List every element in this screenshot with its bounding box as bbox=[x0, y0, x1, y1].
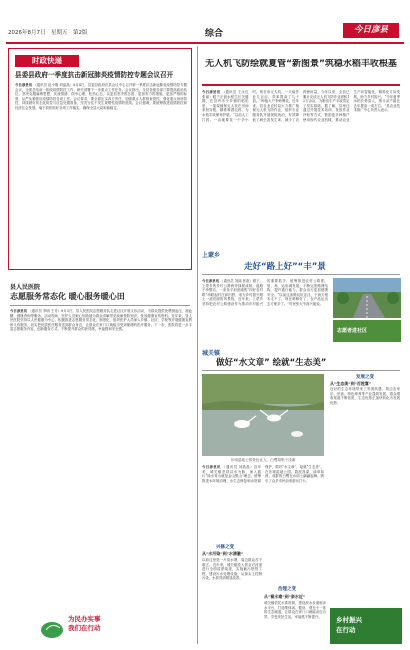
hospital-headline: 志愿服务常态化 暖心服务暖心田 bbox=[10, 292, 125, 301]
quick-news-body bbox=[15, 83, 187, 267]
header-rule bbox=[6, 42, 404, 44]
main-body bbox=[202, 90, 400, 232]
city-sub1-title: 兴修之变 bbox=[216, 545, 234, 550]
road-rule bbox=[202, 274, 400, 275]
wetland-photo bbox=[202, 374, 324, 456]
issue-date: 2026年8月7日 星期五 第2版 bbox=[8, 30, 88, 36]
volunteer-strip bbox=[333, 320, 401, 342]
city-sub2-body: 城关镇依托水系资源，建设滨水步道和亲水平台，打造集休闲、健身、观光于一体的生态廊道，让群众在家门口就能亲近自然、享受美好生活，幸福感不断提升。 bbox=[264, 601, 326, 619]
column-divider bbox=[197, 46, 198, 644]
road-text: （通讯员 刘丽 张欢）眼下，上蒙乡的乡村公路两旁绿树成荫，道路干净整洁，一条条平坦宽阔的“四好农村路”串联起村庄和田野，成为乡村振兴路上一道亮丽的风景线。近年来，上蒙乡坚持把农村公路建设作为推动乡村振兴的重要抓手，统筹推进农村公路建、管、养、运协调发展，不断完善路网结构，提升通行能力，群众出行更加便捷安全。“以前这条路坑坑洼洼，下雨天根本走不了，现在路修好了，农产品运出去方便多了。”村民张大爷高兴地说。 bbox=[202, 279, 328, 306]
city-right-column bbox=[330, 374, 400, 604]
hospital-section-title: 县人民医院 bbox=[10, 284, 41, 291]
quick-news-headline: 县委县政府一季度抗击新冠肺炎疫情防控专题会议召开 bbox=[15, 71, 174, 79]
city-sub2-title: 治理之变 bbox=[278, 587, 296, 592]
city-sub3-body: 良好的生态环境带来了发展机遇，周边农家乐、民宿、特色种养等产业蓬勃发展，群众增收渠道不断拓宽，生态优势正加快转化为发展优势。 bbox=[330, 387, 400, 405]
city-intro-text: （通讯员 刘晶晶）近年来，城关镇坚持以水为脉，深入践行“绿水青山就是金山银山”理念，统筹推进水环境治理、水生态修复和水资源保护，做好“水文章”，绘就“生态美”。在东城湿地公园，碧波荡漾，绿草如茵，成群的白鹭在水面上翩翩起舞，吸引了众多市民前来游玩打卡。 bbox=[202, 465, 324, 483]
hospital-text: （通讯员 李明 王芳）8月3日，县人民医院志愿服务队走进社区开展义诊活动，为群众提供免费测血压、测血糖、健康咨询等服务。活动现场，医护人员耐心细致地为群众讲解常见疾病预防知识，发放健康宣传资料。近年来，县人民医院坚持以人民健康为中心，积极推进志愿服务常态化、制度化，组织医护人员深入乡镇、社区、学校等开展健康宣教和义诊服务，切实把优质医疗服务送到群众身边，让群众在家门口就能享受到便捷的医疗服务。下一步，医院将进一步丰富志愿服务内容，创新服务方式，不断提升群众的获得感、幸福感和安全感。 bbox=[10, 309, 192, 332]
quick-news-byline: 今日彦县讯 bbox=[15, 83, 33, 87]
main-headline: 无人机飞防绘就夏管“新图景”筑稳水稻丰收根基 bbox=[205, 59, 397, 69]
quick-news-box bbox=[8, 48, 192, 270]
city-intro bbox=[202, 465, 324, 539]
city-sub1-line: 从“水污染”到“水清澈” bbox=[202, 551, 244, 556]
road-byline: 今日彦县讯 bbox=[202, 279, 219, 283]
promo-right-graphic bbox=[330, 608, 402, 644]
city-byline: 今日彦县讯 bbox=[202, 465, 221, 469]
main-text: （通讯员 王永红 张丽）眼下正值水稻生长关键期，在县内多个乡镇的稻田里，一架架植保无人机在田间来回穿梭，精准喷洒农药，为水稻丰收保驾护航。“以前人工打药，一亩地要花一个多小时，现在用无人机，一天能作业几百亩，效率提高了几十倍。”种植大户李师傅说。近年来，县农业农村局大力推广植保无人机飞防作业，组织专业服务队开展统防统治，有效降低了病虫害发生率，减少了农药使用量。今年以来，全县已累计完成无人机飞防作业面积12万余亩，为粮食丰产丰收奠定了坚实基础。据了解，县里还通过开展技术培训、发放作业补贴等方式，鼓励更多种植户使用现代农业机械，推动农业生产向智能化、精准化方向发展，助力乡村振兴。“今年夏季水稻长势喜人，预计亩产能比去年提高一成左右。”县农业技术推广中心负责人表示。 bbox=[202, 90, 400, 122]
road-body bbox=[202, 279, 328, 343]
road-photo bbox=[333, 278, 401, 318]
city-section-title: 城关镇 bbox=[202, 350, 221, 357]
city-rule bbox=[202, 370, 400, 371]
road-section-title: 上蒙乡 bbox=[202, 252, 221, 259]
promo-right-text: 乡村振兴 在行动 bbox=[336, 616, 362, 634]
main-headline-box bbox=[202, 56, 400, 82]
hospital-rule bbox=[10, 305, 190, 306]
main-byline: 今日彦县讯 bbox=[202, 90, 221, 94]
quick-news-text: （通讯员 赵小刚 刘晶晶）8月4日，县委县政府在县会议中心召开第一季度抗击新冠肺炎疫情防控专题会议，全面总结前一阶段疫情防控工作，研究部署下一步重点工作任务。会议指出，全县各级各部门要提高政治站位，坚决克服麻痹思想、厌战情绪、侥幸心理、松劲心态，以更加坚决的态度、更加有力的措施、更加严格的标准，从严从紧抓好疫情防控各项工作。会议要求，要全面压实四方责任，加强重点人群排查管控，强化重点场所防控，持续做好常态化防控与应急处置准备，坚决守住不发生规模性疫情的底线。会议强调，要统筹推进疫情防控和经济社会发展，毫不放松抓好各项工作落实，确保全县大局和谐稳定。 bbox=[15, 83, 187, 110]
main-headline-rule bbox=[202, 84, 400, 86]
city-headline: 做好“水文章” 绘就“生态美” bbox=[216, 358, 327, 368]
road-headline: 走好“路上好”“丰”景 bbox=[244, 262, 326, 272]
promo-left-text: 为民办实事 我们在行动 bbox=[68, 615, 101, 632]
newspaper-logo: 今日彦县 bbox=[343, 23, 399, 38]
quick-news-banner: 时政快递 bbox=[15, 55, 79, 67]
hospital-body bbox=[10, 309, 192, 609]
wetland-photo-caption: 东城湿地公园景色宜人，白鹭翔集于浅滩 bbox=[230, 458, 296, 462]
road-scene-image bbox=[333, 278, 401, 318]
city-sub1-body: 以前这里是一片臭水塘，周边群众苦不堪言。近年来，城关镇投入资金对河道进行全面清淤疏浚，实施截污纳管工程，建设污水处理设施，从源头上控制污染，水质得到明显改善。 bbox=[202, 558, 262, 581]
page-title: 综合 bbox=[205, 29, 224, 39]
city-sub3-title: 发展之变 bbox=[356, 375, 374, 380]
volunteer-strip-caption: 志愿者进社区 bbox=[337, 328, 368, 334]
city-sub2-line: 从“看水难”到“亲水近” bbox=[264, 594, 306, 599]
hospital-byline: 今日彦县讯 bbox=[10, 309, 28, 313]
city-sub3-line: 从“生态美”到“百姓富” bbox=[330, 381, 372, 386]
promo-left-graphic bbox=[38, 612, 158, 644]
egret-scene-image bbox=[202, 374, 324, 456]
